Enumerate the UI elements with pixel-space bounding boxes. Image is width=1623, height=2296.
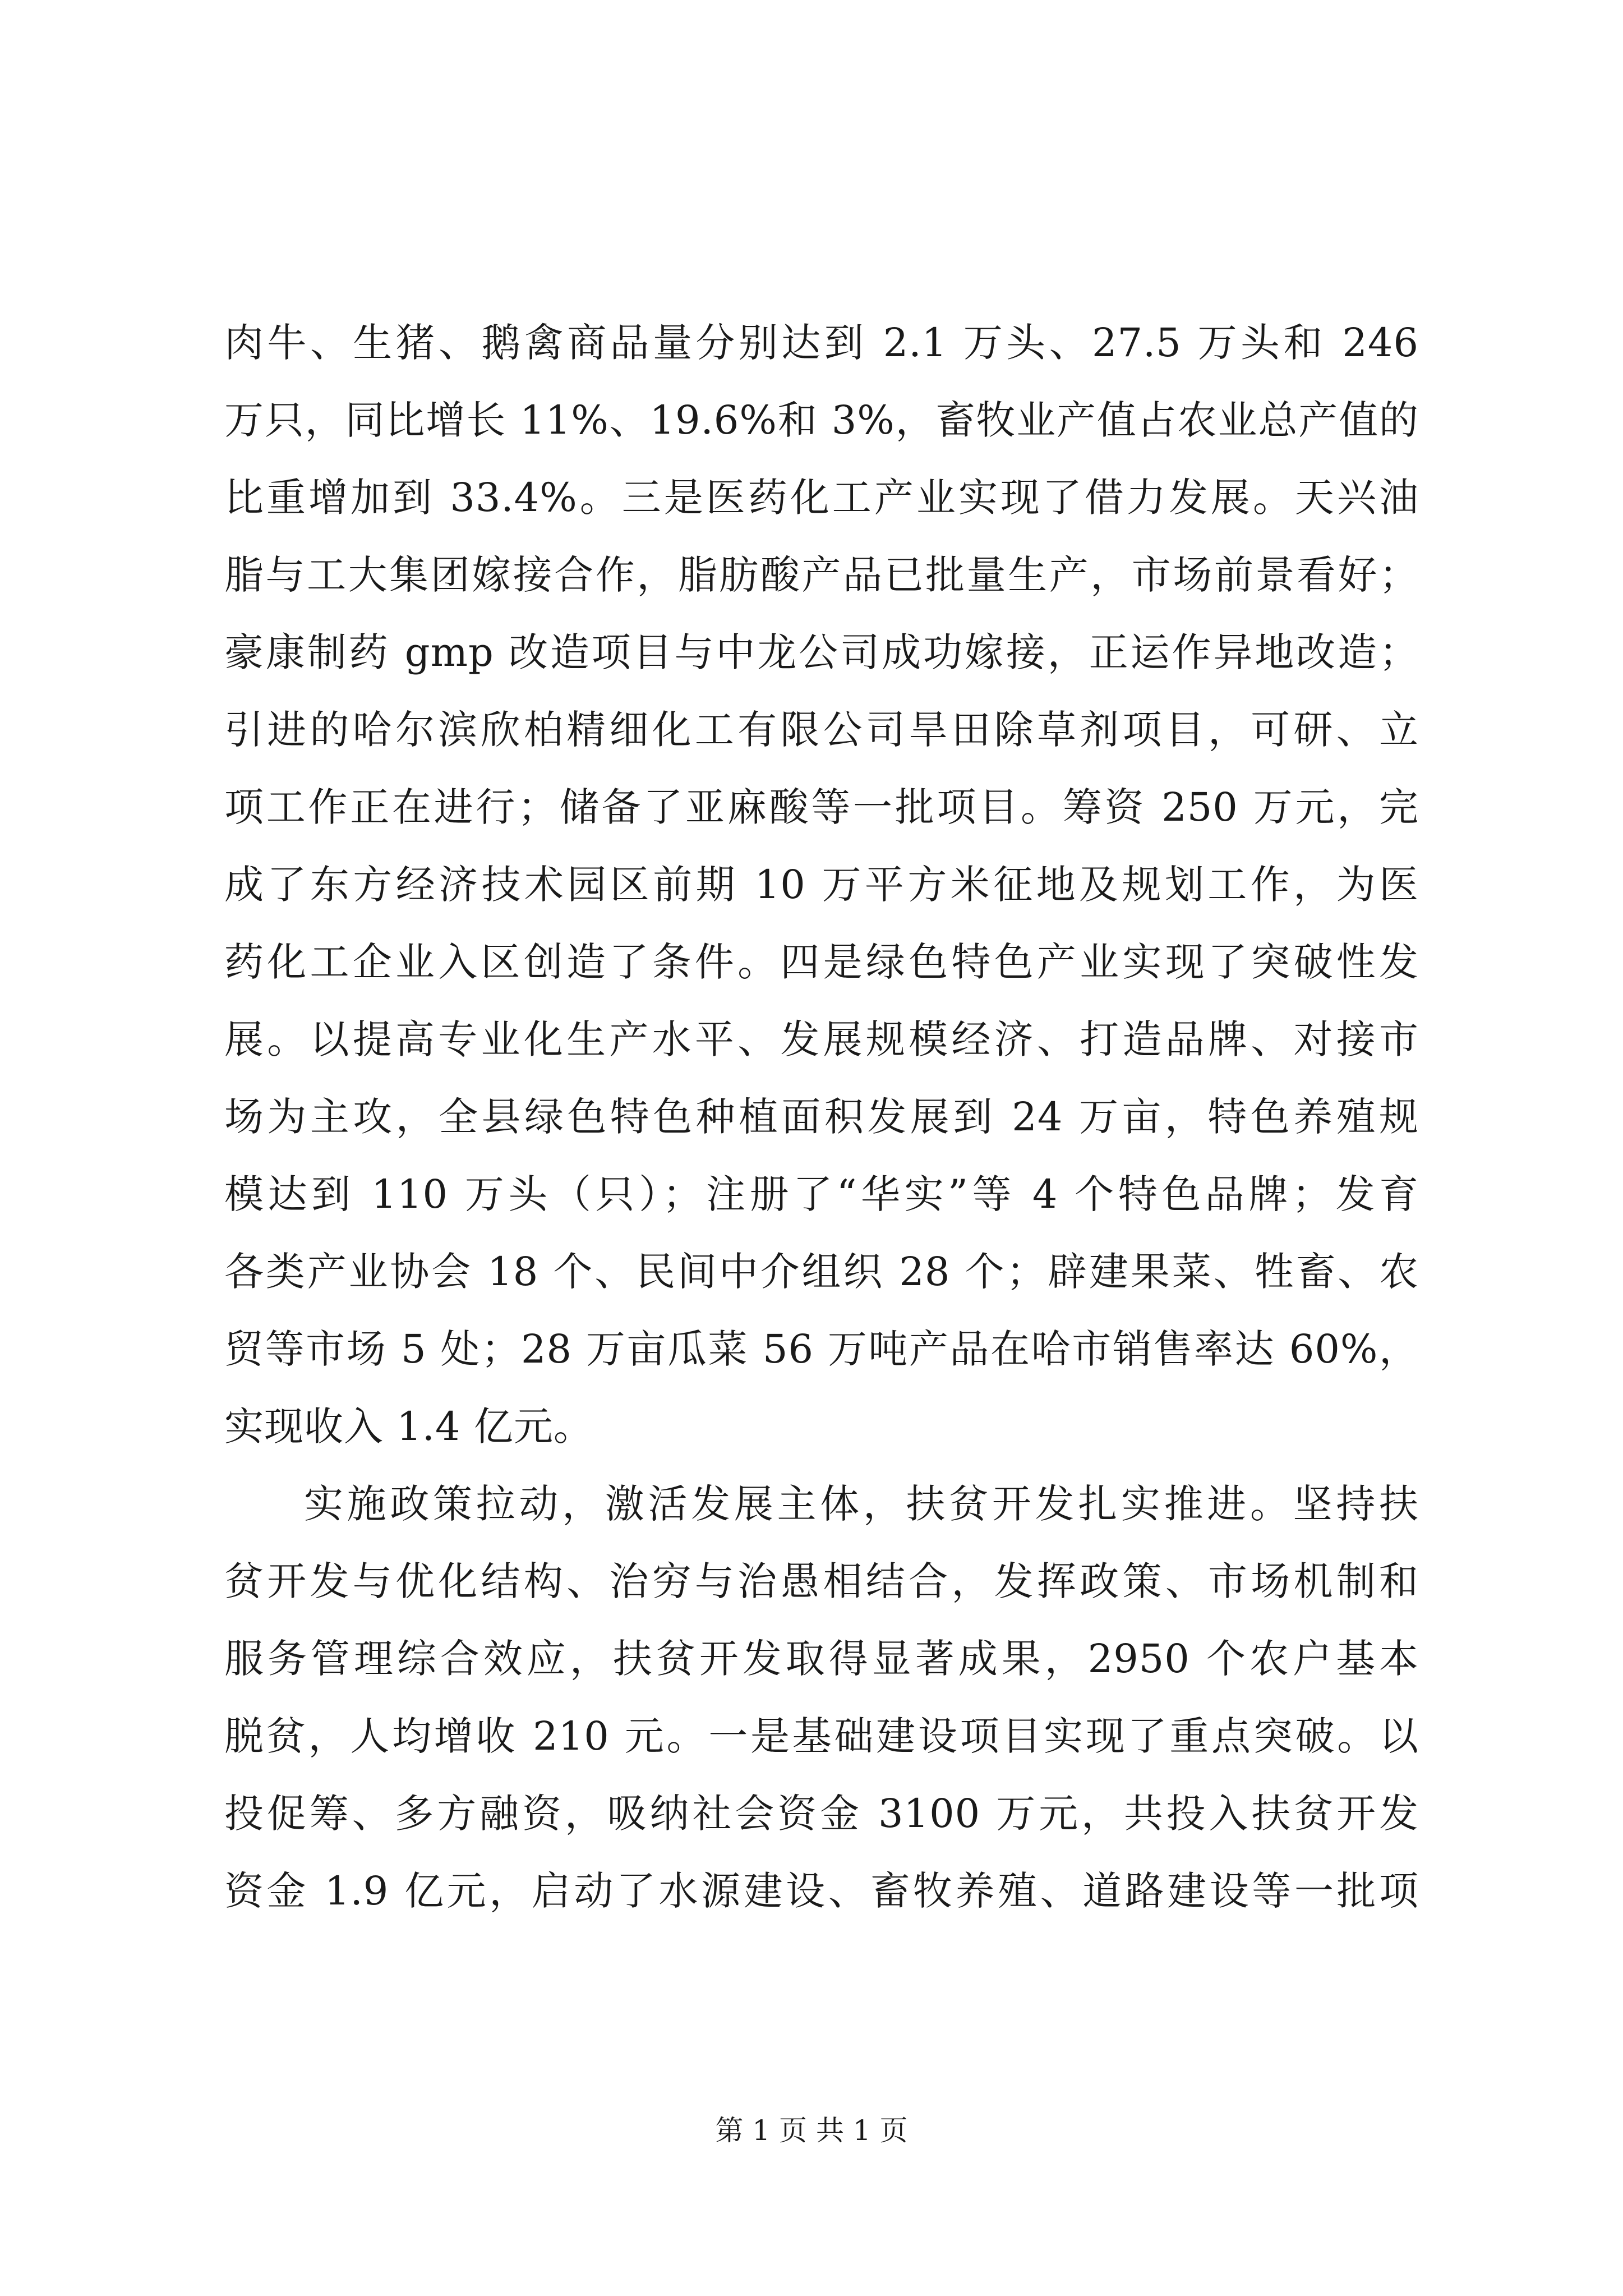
paragraph-first-line: 实施政策拉动，激活发展主体，扶贫开发扎实推进。坚持扶 — [304, 1481, 1419, 1527]
text-line: 展。以提高专业化生产水平、发展规模经济、打造品牌、对接市 — [224, 1016, 1419, 1062]
text-line: 贫开发与优化结构、治穷与治愚相结合，发挥政策、市场机制和 — [224, 1558, 1419, 1604]
text-line: 各类产业协会 18 个、民间中介组织 28 个；辟建果菜、牲畜、农 — [224, 1249, 1419, 1295]
text-line: 资金 1.9 亿元，启动了水源建设、畜牧养殖、道路建设等一批项 — [224, 1868, 1419, 1914]
text-line: 豪康制药 gmp 改造项目与中龙公司成功嫁接，正运作异地改造； — [224, 629, 1419, 675]
text-line: 项工作正在进行；储备了亚麻酸等一批项目。筹资 250 万元，完 — [224, 784, 1419, 830]
text-line: 投促筹、多方融资，吸纳社会资金 3100 万元，共投入扶贫开发 — [224, 1791, 1419, 1837]
text-line: 引进的哈尔滨欣柏精细化工有限公司旱田除草剂项目，可研、立 — [224, 707, 1419, 753]
document-body — [224, 304, 1419, 1930]
text-line: 万只，同比增长 11%、19.6%和 3%，畜牧业产值占农业总产值的 — [224, 397, 1419, 443]
page-footer — [0, 2114, 1623, 2147]
page-number: 第 1 页 共 1 页 — [715, 2114, 908, 2147]
text-line: 服务管理综合效应，扶贫开发取得显著成果，2950 个农户基本 — [224, 1636, 1419, 1682]
text-line: 贸等市场 5 处；28 万亩瓜菜 56 万吨产品在哈市销售率达 60%， — [224, 1326, 1419, 1372]
paragraph-end-line: 实现收入 1.4 亿元。 — [224, 1404, 593, 1450]
text-line: 脂与工大集团嫁接合作，脂肪酸产品已批量生产，市场前景看好； — [224, 552, 1419, 598]
text-line: 场为主攻，全县绿色特色种植面积发展到 24 万亩，特色养殖规 — [224, 1094, 1419, 1140]
text-line: 肉牛、生猪、鹅禽商品量分别达到 2.1 万头、27.5 万头和 246 — [224, 320, 1419, 366]
text-line: 模达到 110 万头（只）；注册了“华实”等 4 个特色品牌；发育 — [224, 1171, 1419, 1217]
text-line: 药化工企业入区创造了条件。四是绿色特色产业实现了突破性发 — [224, 939, 1419, 985]
text-line: 比重增加到 33.4%。三是医药化工产业实现了借力发展。天兴油 — [224, 475, 1419, 521]
text-line: 脱贫，人均增收 210 元。一是基础建设项目实现了重点突破。以 — [224, 1713, 1419, 1759]
text-line: 成了东方经济技术园区前期 10 万平方米征地及规划工作，为医 — [224, 862, 1419, 908]
